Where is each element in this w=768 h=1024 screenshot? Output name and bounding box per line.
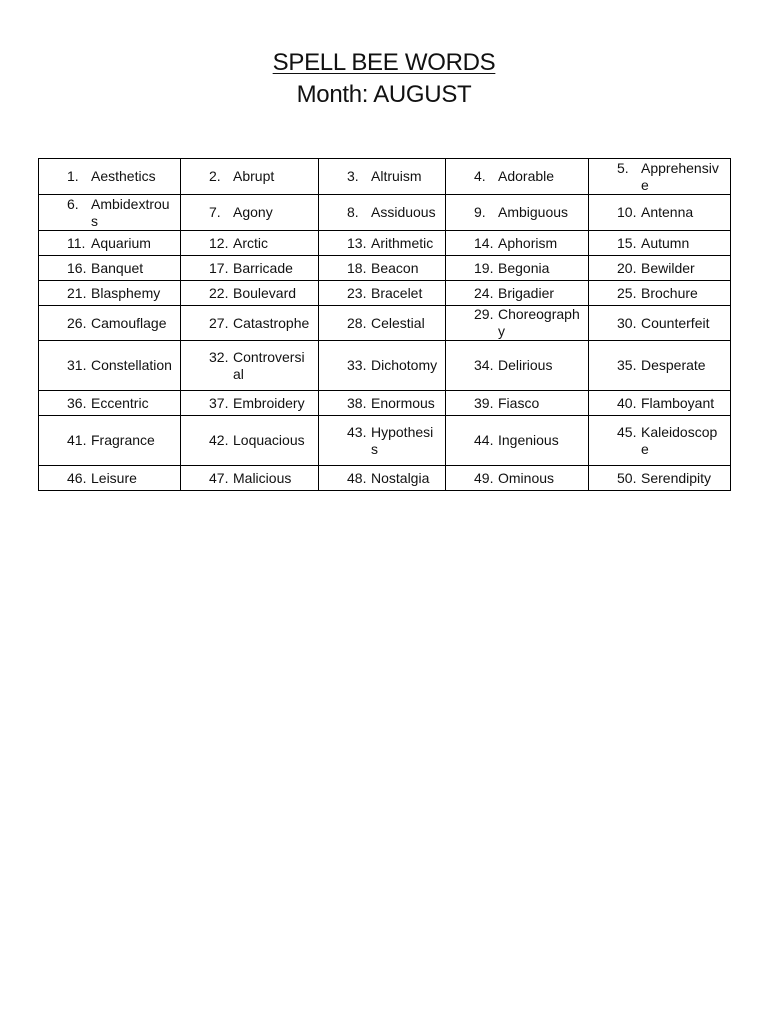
word-entry xyxy=(39,235,174,252)
word-cell xyxy=(181,159,319,195)
word-number: 13. xyxy=(347,234,367,251)
word-cell xyxy=(446,256,589,281)
word-number: 7. xyxy=(209,204,221,220)
word-number: 21. xyxy=(67,284,87,301)
word-text: Ambidextrous xyxy=(91,195,170,229)
word-number: 41. xyxy=(67,432,87,448)
word-number: 40. xyxy=(617,394,637,411)
word-number: 9. xyxy=(474,204,486,220)
word-cell xyxy=(39,281,181,306)
word-cell xyxy=(39,391,181,416)
word-number: 5. xyxy=(617,159,629,176)
word-entry xyxy=(319,470,439,487)
word-cell xyxy=(446,306,589,341)
word-cell xyxy=(39,341,181,391)
word-text: Apprehensive xyxy=(641,159,719,193)
word-entry xyxy=(589,424,724,458)
word-entry xyxy=(589,235,724,252)
word-number: 11. xyxy=(67,234,86,251)
table-row xyxy=(39,256,731,281)
word-entry xyxy=(319,315,439,332)
word-number: 42. xyxy=(209,432,229,448)
word-entry xyxy=(319,357,439,374)
word-entry xyxy=(446,432,582,449)
word-number: 20. xyxy=(617,259,637,276)
word-entry xyxy=(181,432,312,449)
word-number: 43. xyxy=(347,423,367,440)
word-number: 47. xyxy=(209,469,229,486)
word-number: 14. xyxy=(474,234,494,251)
word-text: Enormous xyxy=(371,394,435,411)
word-text: Bracelet xyxy=(371,284,423,301)
word-entry xyxy=(319,285,439,302)
word-text: Loquacious xyxy=(233,432,305,448)
word-cell xyxy=(589,159,731,195)
word-text: Ingenious xyxy=(498,432,559,448)
word-cell xyxy=(39,159,181,195)
word-text: Arctic xyxy=(233,234,268,251)
table-row xyxy=(39,159,731,195)
word-cell xyxy=(319,466,446,491)
word-text: Constellation xyxy=(91,357,172,373)
word-number: 1. xyxy=(67,168,79,184)
word-number: 30. xyxy=(617,314,637,331)
word-number: 39. xyxy=(474,394,494,411)
words-table-body xyxy=(39,159,731,491)
word-cell xyxy=(319,231,446,256)
word-entry xyxy=(181,395,312,412)
word-entry xyxy=(319,260,439,277)
word-number: 44. xyxy=(474,432,494,448)
word-cell xyxy=(39,195,181,231)
word-text: Dichotomy xyxy=(371,357,438,373)
word-text: Arithmetic xyxy=(371,234,434,251)
word-cell xyxy=(319,256,446,281)
word-text: Catastrophe xyxy=(233,314,310,331)
word-entry xyxy=(589,260,724,277)
word-text: Fragrance xyxy=(91,432,155,448)
word-cell xyxy=(589,391,731,416)
word-number: 15. xyxy=(617,234,637,251)
word-cell xyxy=(446,416,589,466)
word-cell xyxy=(181,231,319,256)
word-cell xyxy=(446,231,589,256)
word-entry xyxy=(39,432,174,449)
word-cell xyxy=(181,195,319,231)
word-cell xyxy=(39,466,181,491)
word-text: Agony xyxy=(233,204,273,220)
word-number: 28. xyxy=(347,314,367,331)
word-entry xyxy=(39,285,174,302)
word-text: Counterfeit xyxy=(641,314,710,331)
table-row xyxy=(39,466,731,491)
word-text: Hypothesis xyxy=(371,423,434,457)
word-number: 27. xyxy=(209,314,229,331)
word-text: Aphorism xyxy=(498,234,558,251)
table-row xyxy=(39,306,731,341)
word-cell xyxy=(319,281,446,306)
word-number: 26. xyxy=(67,314,87,331)
word-entry xyxy=(446,168,582,185)
word-number: 25. xyxy=(617,284,637,301)
word-cell xyxy=(39,306,181,341)
word-entry xyxy=(446,285,582,302)
word-text: Aesthetics xyxy=(91,168,156,184)
word-number: 12. xyxy=(209,234,229,251)
word-text: Autumn xyxy=(641,234,690,251)
word-entry xyxy=(181,235,312,252)
word-cell xyxy=(446,466,589,491)
word-number: 8. xyxy=(347,204,359,220)
table-row xyxy=(39,195,731,231)
word-cell xyxy=(319,416,446,466)
word-entry xyxy=(181,470,312,487)
word-text: Boulevard xyxy=(233,284,297,301)
word-cell xyxy=(589,416,731,466)
word-number: 23. xyxy=(347,284,367,301)
word-number: 4. xyxy=(474,168,486,184)
word-text: Celestial xyxy=(371,314,425,331)
word-cell xyxy=(181,281,319,306)
word-text: Antenna xyxy=(641,204,694,220)
word-entry xyxy=(589,470,724,487)
word-entry xyxy=(39,395,174,412)
word-number: 16. xyxy=(67,259,87,276)
word-text: Bewilder xyxy=(641,259,695,276)
word-entry xyxy=(319,395,439,412)
word-cell xyxy=(39,231,181,256)
word-cell xyxy=(589,466,731,491)
word-entry xyxy=(446,470,582,487)
word-entry xyxy=(446,260,582,277)
word-text: Nostalgia xyxy=(371,469,430,486)
table-row xyxy=(39,281,731,306)
word-text: Eccentric xyxy=(91,394,149,411)
word-text: Desperate xyxy=(641,357,706,373)
word-entry xyxy=(446,306,582,340)
word-entry xyxy=(39,196,174,230)
word-cell xyxy=(446,391,589,416)
word-cell xyxy=(589,306,731,341)
word-number: 17. xyxy=(209,259,229,276)
word-cell xyxy=(589,281,731,306)
word-entry xyxy=(39,357,174,374)
word-number: 32. xyxy=(209,348,229,365)
word-cell xyxy=(181,256,319,281)
word-entry xyxy=(181,349,312,383)
word-text: Malicious xyxy=(233,469,292,486)
word-entry xyxy=(589,160,724,194)
word-entry xyxy=(319,204,439,221)
word-number: 10. xyxy=(617,204,637,220)
word-cell xyxy=(446,159,589,195)
word-entry xyxy=(39,470,174,487)
word-entry xyxy=(589,357,724,374)
word-text: Ambiguous xyxy=(498,204,569,220)
word-text: Begonia xyxy=(498,259,550,276)
table-row xyxy=(39,391,731,416)
word-number: 38. xyxy=(347,394,367,411)
word-number: 24. xyxy=(474,284,494,301)
word-text: Camouflage xyxy=(91,314,167,331)
word-entry xyxy=(589,285,724,302)
word-cell xyxy=(39,416,181,466)
word-entry xyxy=(446,235,582,252)
word-entry xyxy=(319,168,439,185)
word-entry xyxy=(319,235,439,252)
word-text: Fiasco xyxy=(498,394,540,411)
word-cell xyxy=(181,466,319,491)
word-text: Abrupt xyxy=(233,168,275,184)
word-entry xyxy=(181,260,312,277)
word-text: Brigadier xyxy=(498,284,555,301)
word-cell xyxy=(446,341,589,391)
word-number: 36. xyxy=(67,394,87,411)
word-cell xyxy=(319,306,446,341)
page-subtitle: Month: AUGUST xyxy=(296,81,472,108)
word-number: 29. xyxy=(474,306,494,322)
word-number: 6. xyxy=(67,195,79,212)
word-text: Beacon xyxy=(371,259,419,276)
word-entry xyxy=(181,168,312,185)
word-number: 46. xyxy=(67,469,87,486)
word-cell xyxy=(589,231,731,256)
word-entry xyxy=(39,315,174,332)
word-number: 33. xyxy=(347,357,367,373)
word-cell xyxy=(589,256,731,281)
word-text: Aquarium xyxy=(91,234,151,251)
word-cell xyxy=(446,195,589,231)
word-number: 31. xyxy=(67,357,87,373)
word-cell xyxy=(181,391,319,416)
page-title: SPELL BEE WORDS xyxy=(272,49,496,76)
word-entry xyxy=(446,204,582,221)
word-text: Flamboyant xyxy=(641,394,715,411)
spelling-words-table xyxy=(38,158,731,491)
word-number: 19. xyxy=(474,259,494,276)
word-entry xyxy=(181,285,312,302)
table-row xyxy=(39,231,731,256)
word-text: Embroidery xyxy=(233,394,305,411)
word-entry xyxy=(181,204,312,221)
word-number: 18. xyxy=(347,259,367,276)
word-cell xyxy=(589,341,731,391)
word-cell xyxy=(319,159,446,195)
word-entry xyxy=(446,357,582,374)
table-row xyxy=(39,416,731,466)
word-number: 37. xyxy=(209,394,229,411)
word-text: Kaleidoscope xyxy=(641,423,718,457)
word-number: 50. xyxy=(617,469,637,486)
word-entry xyxy=(181,315,312,332)
word-text: Blasphemy xyxy=(91,284,161,301)
word-entry xyxy=(589,315,724,332)
word-text: Serendipity xyxy=(641,469,712,486)
word-text: Adorable xyxy=(498,168,555,184)
word-cell xyxy=(319,391,446,416)
word-entry xyxy=(589,395,724,412)
word-text: Delirious xyxy=(498,357,553,373)
word-number: 34. xyxy=(474,357,494,373)
word-entry xyxy=(39,168,174,185)
word-text: Brochure xyxy=(641,284,698,301)
word-cell xyxy=(319,195,446,231)
word-cell xyxy=(181,416,319,466)
word-text: Controversial xyxy=(233,348,305,382)
word-cell xyxy=(181,341,319,391)
word-entry xyxy=(39,260,174,277)
word-cell xyxy=(319,341,446,391)
word-text: Altruism xyxy=(371,168,422,184)
word-cell xyxy=(589,195,731,231)
table-row xyxy=(39,341,731,391)
word-number: 35. xyxy=(617,357,637,373)
word-number: 3. xyxy=(347,168,359,184)
word-entry xyxy=(446,395,582,412)
word-text: Banquet xyxy=(91,259,144,276)
word-entry xyxy=(319,424,439,458)
word-cell xyxy=(39,256,181,281)
word-text: Barricade xyxy=(233,259,293,276)
word-text: Choreography xyxy=(498,306,580,339)
word-text: Leisure xyxy=(91,469,137,486)
word-number: 49. xyxy=(474,469,494,486)
word-number: 22. xyxy=(209,284,229,301)
word-number: 48. xyxy=(347,469,367,486)
word-number: 45. xyxy=(617,423,637,440)
word-cell xyxy=(181,306,319,341)
word-number: 2. xyxy=(209,168,221,184)
word-text: Ominous xyxy=(498,469,555,486)
word-text: Assiduous xyxy=(371,204,436,220)
word-cell xyxy=(446,281,589,306)
word-entry xyxy=(589,204,724,221)
